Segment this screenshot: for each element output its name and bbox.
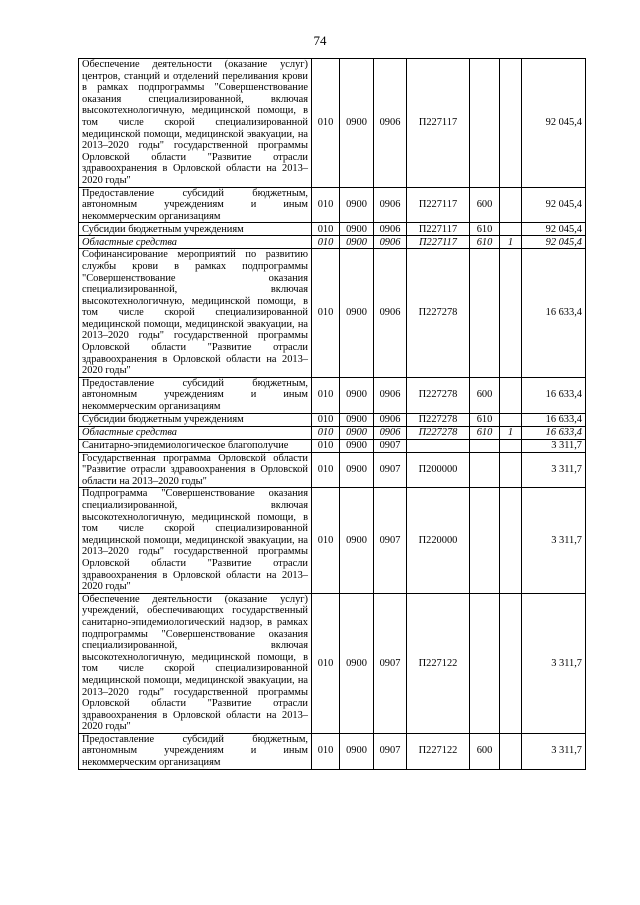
admin-code-cell: 010 [312, 187, 340, 223]
admin-code-cell: 010 [312, 236, 340, 249]
admin-code-cell: 010 [312, 593, 340, 733]
source-code-cell [500, 488, 522, 593]
section-code-cell: 0900 [340, 733, 374, 769]
table-row [79, 593, 586, 733]
subsection-code-cell: 0907 [374, 733, 407, 769]
table-row [79, 249, 586, 378]
subsection-code-cell: 0906 [374, 249, 407, 378]
amount-cell: 92 045,4 [522, 187, 586, 223]
expense-type-cell [470, 452, 500, 488]
target-article-cell: П227278 [407, 413, 470, 426]
target-article-cell: П227122 [407, 593, 470, 733]
table-row [79, 59, 586, 188]
budget-table-body [79, 59, 586, 770]
amount-cell: 92 045,4 [522, 59, 586, 188]
expense-type-cell: 600 [470, 187, 500, 223]
target-article-cell: П227122 [407, 733, 470, 769]
source-code-cell [500, 223, 522, 236]
amount-cell: 16 633,4 [522, 426, 586, 439]
subsection-code-cell: 0906 [374, 59, 407, 188]
source-code-cell [500, 593, 522, 733]
subsection-code-cell: 0906 [374, 187, 407, 223]
section-code-cell: 0900 [340, 426, 374, 439]
target-article-cell: П220000 [407, 488, 470, 593]
table-row [79, 488, 586, 593]
subsection-code-cell: 0906 [374, 223, 407, 236]
row-description: Предоставление субсидий бюджетным, автономным учреждениям и иным некоммерческим организациям [79, 377, 312, 413]
section-code-cell: 0900 [340, 593, 374, 733]
target-article-cell: П227117 [407, 223, 470, 236]
target-article-cell: П227278 [407, 377, 470, 413]
row-description: Предоставление субсидий бюджетным, автономным учреждениям и иным некоммерческим организациям [79, 733, 312, 769]
amount-cell: 92 045,4 [522, 223, 586, 236]
admin-code-cell: 010 [312, 439, 340, 452]
target-article-cell: П227117 [407, 187, 470, 223]
row-description: Субсидии бюджетным учреждениям [79, 413, 312, 426]
section-code-cell: 0900 [340, 59, 374, 188]
row-description: Софинансирование мероприятий по развитию службы крови в рамках подпрограммы "Совершенствование оказания специализированной, включая высокотехнологичную, медицинской помощи, в том числе скорой специализированной медицинской помощи, медицинской эвакуации, на 2013–2020 годы" государственной программы Орловской области "Развитие отрасли здравоохранения в Орловской области на 2013–2020 годы" [79, 249, 312, 378]
table-row [79, 236, 586, 249]
source-code-cell [500, 377, 522, 413]
source-code-cell [500, 452, 522, 488]
row-description: Субсидии бюджетным учреждениям [79, 223, 312, 236]
subsection-code-cell: 0907 [374, 488, 407, 593]
amount-cell: 3 311,7 [522, 452, 586, 488]
section-code-cell: 0900 [340, 413, 374, 426]
row-description: Предоставление субсидий бюджетным, автономным учреждениям и иным некоммерческим организациям [79, 187, 312, 223]
subsection-code-cell: 0906 [374, 426, 407, 439]
source-code-cell: 1 [500, 426, 522, 439]
subsection-code-cell: 0906 [374, 236, 407, 249]
section-code-cell: 0900 [340, 439, 374, 452]
expense-type-cell: 610 [470, 223, 500, 236]
row-description: Санитарно-эпидемиологическое благополучие [79, 439, 312, 452]
expense-type-cell [470, 249, 500, 378]
table-row [79, 187, 586, 223]
admin-code-cell: 010 [312, 452, 340, 488]
table-row [79, 452, 586, 488]
row-description: Обеспечение деятельности (оказание услуг) учреждений, обеспечивающих государственный санитарно-эпидемиологический надзор, в рамках подпрограммы "Совершенствование оказания специализированной, включая высокотехнологичную, медицинской помощи, в том числе скорой специализированной медицинской помощи, медицинской эвакуации, на 2013–2020 годы" государственной программы Орловской области "Развитие отрасли здравоохранения в Орловской области на 2013–2020 годы" [79, 593, 312, 733]
amount-cell: 16 633,4 [522, 377, 586, 413]
row-description: Обеспечение деятельности (оказание услуг) центров, станций и отделений переливания крови в рамках подпрограммы "Совершенствование оказания специализированной, включая высокотехнологичную, медицинской помощи, в том числе скорой специализированной медицинской помощи, медицинской эвакуации, на 2013–2020 годы" государственной программы Орловской области "Развитие отрасли здравоохранения в Орловской области на 2013–2020 годы" [79, 59, 312, 188]
expense-type-cell: 600 [470, 733, 500, 769]
target-article-cell: П200000 [407, 452, 470, 488]
section-code-cell: 0900 [340, 452, 374, 488]
subsection-code-cell: 0907 [374, 439, 407, 452]
expense-type-cell: 610 [470, 413, 500, 426]
table-row [79, 377, 586, 413]
section-code-cell: 0900 [340, 236, 374, 249]
amount-cell: 3 311,7 [522, 439, 586, 452]
admin-code-cell: 010 [312, 426, 340, 439]
section-code-cell: 0900 [340, 249, 374, 378]
subsection-code-cell: 0906 [374, 377, 407, 413]
table-row [79, 426, 586, 439]
expense-type-cell [470, 593, 500, 733]
section-code-cell: 0900 [340, 187, 374, 223]
source-code-cell [500, 249, 522, 378]
expense-type-cell: 610 [470, 236, 500, 249]
table-row [79, 413, 586, 426]
section-code-cell: 0900 [340, 377, 374, 413]
row-description: Государственная программа Орловской области "Развитие отрасли здравоохранения в Орловской области на 2013–2020 годы" [79, 452, 312, 488]
section-code-cell: 0900 [340, 223, 374, 236]
amount-cell: 3 311,7 [522, 593, 586, 733]
amount-cell: 3 311,7 [522, 733, 586, 769]
budget-table [78, 58, 586, 770]
row-description: Областные средства [79, 236, 312, 249]
target-article-cell: П227117 [407, 236, 470, 249]
row-description: Областные средства [79, 426, 312, 439]
target-article-cell: П227117 [407, 59, 470, 188]
source-code-cell [500, 439, 522, 452]
subsection-code-cell: 0907 [374, 593, 407, 733]
target-article-cell: П227278 [407, 426, 470, 439]
admin-code-cell: 010 [312, 223, 340, 236]
amount-cell: 92 045,4 [522, 236, 586, 249]
admin-code-cell: 010 [312, 413, 340, 426]
source-code-cell [500, 413, 522, 426]
expense-type-cell: 600 [470, 377, 500, 413]
table-row [79, 733, 586, 769]
admin-code-cell: 010 [312, 59, 340, 188]
row-description: Подпрограмма "Совершенствование оказания специализированной, включая высокотехнологичную, медицинской помощи, в том числе скорой специализированной медицинской помощи, медицинской эвакуации, на 2013–2020 годы" государственной программы Орловской области "Развитие отрасли здравоохранения в Орловской области на 2013–2020 годы" [79, 488, 312, 593]
page-number: 74 [313, 33, 327, 48]
source-code-cell [500, 59, 522, 188]
admin-code-cell: 010 [312, 733, 340, 769]
source-code-cell [500, 187, 522, 223]
expense-type-cell [470, 59, 500, 188]
amount-cell: 16 633,4 [522, 413, 586, 426]
amount-cell: 3 311,7 [522, 488, 586, 593]
expense-type-cell [470, 439, 500, 452]
target-article-cell [407, 439, 470, 452]
admin-code-cell: 010 [312, 377, 340, 413]
subsection-code-cell: 0906 [374, 413, 407, 426]
section-code-cell: 0900 [340, 488, 374, 593]
expense-type-cell: 610 [470, 426, 500, 439]
table-row [79, 439, 586, 452]
expense-type-cell [470, 488, 500, 593]
subsection-code-cell: 0907 [374, 452, 407, 488]
source-code-cell [500, 733, 522, 769]
admin-code-cell: 010 [312, 249, 340, 378]
source-code-cell: 1 [500, 236, 522, 249]
table-row [79, 223, 586, 236]
amount-cell: 16 633,4 [522, 249, 586, 378]
admin-code-cell: 010 [312, 488, 340, 593]
target-article-cell: П227278 [407, 249, 470, 378]
